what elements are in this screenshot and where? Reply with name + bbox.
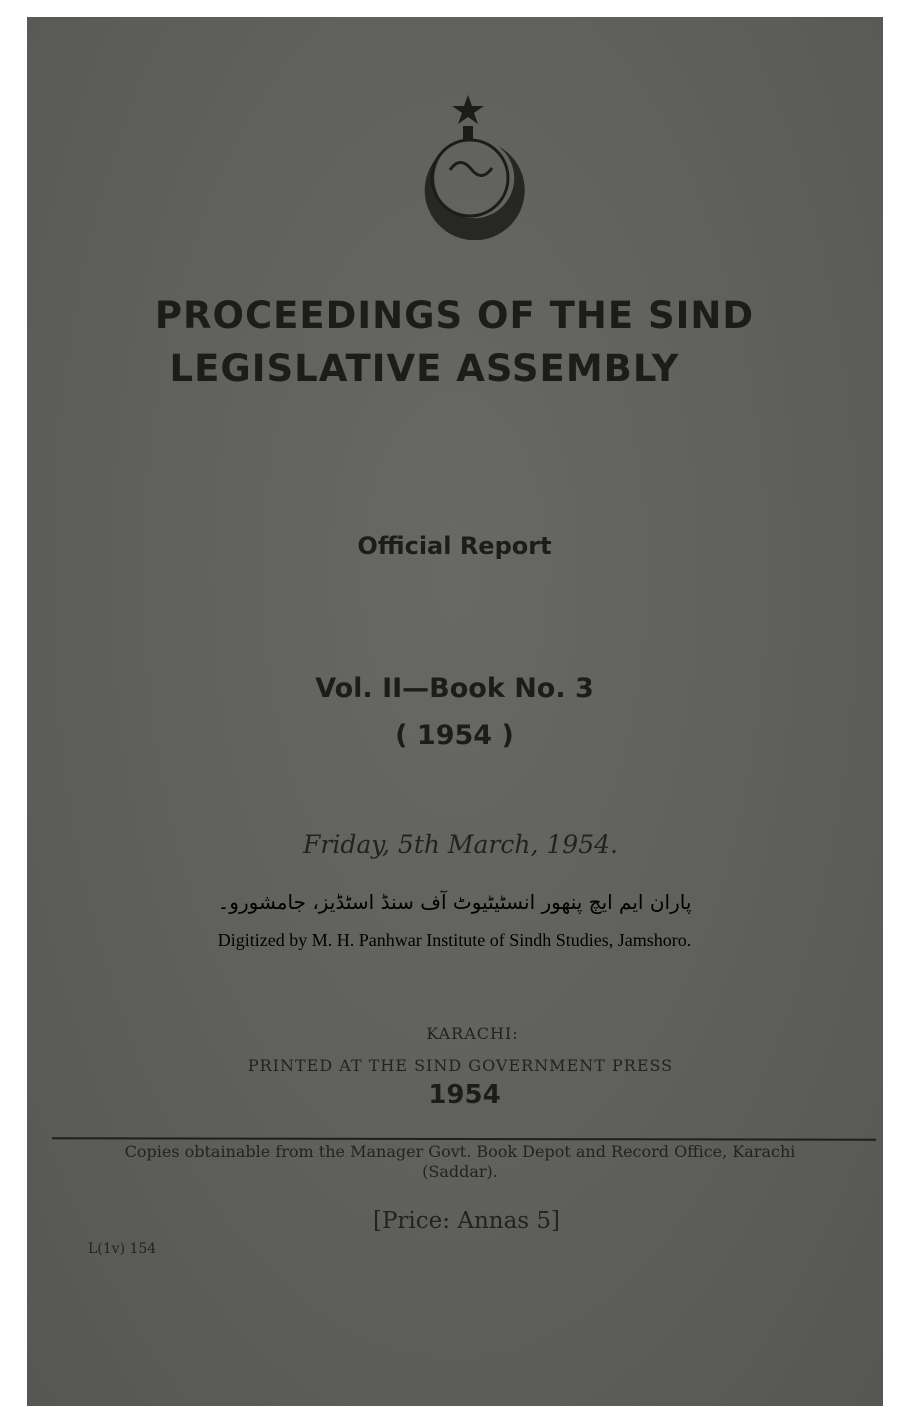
volume-year: ( 1954 ) <box>395 720 514 751</box>
print-code: L(1v) 154 <box>88 1241 157 1257</box>
print-year: 1954 <box>428 1080 501 1110</box>
price-label: [Price: Annas 5] <box>372 1208 561 1234</box>
copies-note: Copies obtainable from the Manager Govt. Book Depot and Record Office, Karachi (Saddar). <box>124 1142 796 1181</box>
session-date: Friday, 5th March, 1954. <box>303 830 618 859</box>
print-place: KARACHI: <box>426 1024 519 1043</box>
report-label: Official Report <box>357 532 552 560</box>
digitized-note: Digitized by M. H. Panhwar Institute of Sindh Studies, Jamshoro. <box>217 930 692 950</box>
urdu-digitizer-line: پاران ایم ایچ پنهور انسٹیٹیوٹ آف سنڈ اسٹڈیز، جامشورو۔ <box>217 890 692 914</box>
crescent-star-emblem <box>0 0 909 240</box>
title-line-2: LEGISLATIVE ASSEMBLY <box>169 347 680 390</box>
title-line-1: PROCEEDINGS OF THE SIND <box>154 294 755 337</box>
volume-label: Vol. II—Book No. 3 <box>315 673 594 704</box>
printer-line: PRINTED AT THE SIND GOVERNMENT PRESS <box>247 1056 674 1075</box>
star-icon <box>452 95 484 124</box>
